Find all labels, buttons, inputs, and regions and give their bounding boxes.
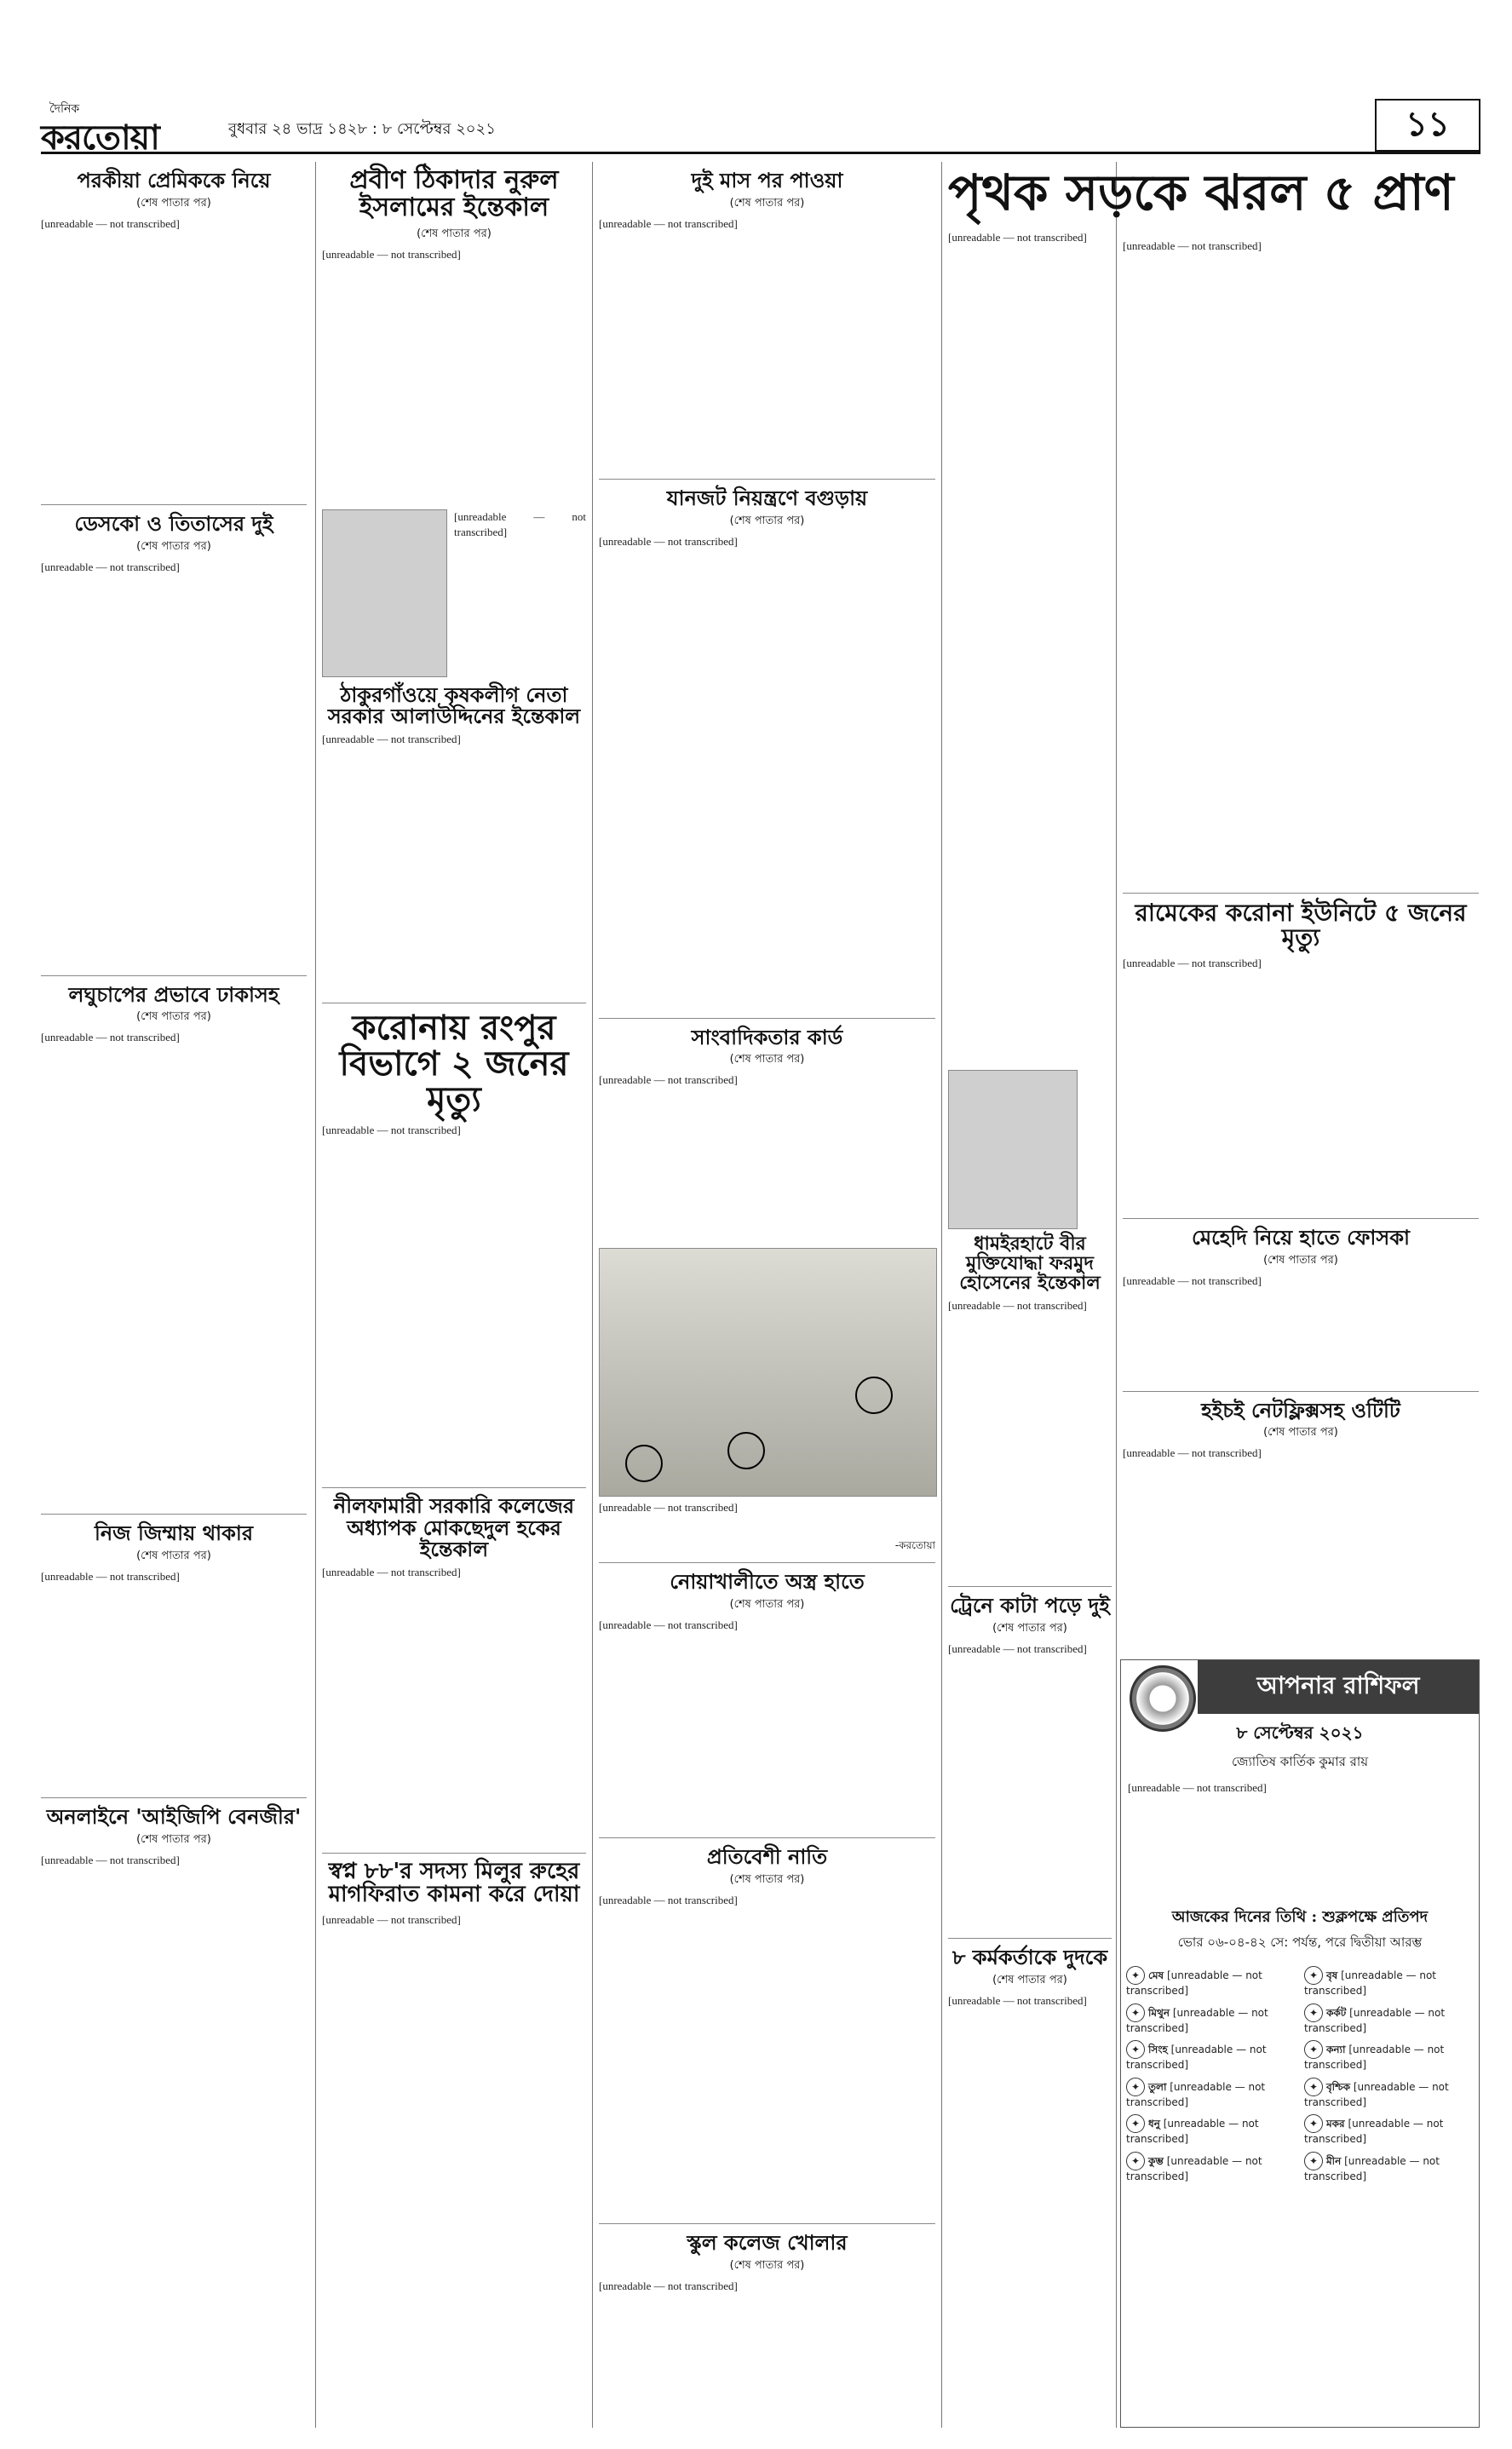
zodiac-name: ধনু: [1148, 2118, 1160, 2130]
zodiac-text: [unreadable — not transcribed]: [1304, 2044, 1445, 2072]
water-bearer-icon: ✦: [1126, 2152, 1145, 2170]
divider: [1123, 1391, 1479, 1392]
zodiac-grid: [1121, 1961, 1479, 2189]
zodiac-item: [1126, 2152, 1296, 2184]
article-body: [unreadable — not transcribed]: [948, 1299, 1087, 1313]
article-body: [unreadable — not transcribed]: [322, 1565, 461, 1578]
zodiac-item: [1126, 2003, 1296, 2036]
article-body: [unreadable — not transcribed]: [41, 1570, 180, 1584]
dateline: বুধবার ২৪ ভাদ্র ১৪২৮ : ৮ সেপ্টেম্বর ২০২১: [228, 120, 496, 138]
divider: [1123, 1218, 1479, 1219]
column-rule: [592, 162, 593, 2428]
headline: করোনায় রংপুর বিভাগে ২ জনের মৃত্যু: [339, 1008, 569, 1120]
continued-label: (শেষ পাতার পর): [729, 196, 805, 210]
divider: [599, 1837, 935, 1838]
article-body: [unreadable — not transcribed]: [1123, 239, 1262, 252]
portrait-photo: [948, 1070, 1078, 1229]
zodiac-name: কুম্ভ: [1148, 2154, 1164, 2167]
zodiac-item: [1126, 2078, 1296, 2110]
logo-small-text: দৈনিক: [49, 102, 80, 116]
headline: সাংবাদিকতার কার্ড: [691, 1024, 843, 1049]
continued-label: (শেষ পাতার পর): [992, 1622, 1067, 1636]
zodiac-text: [unreadable — not transcribed]: [1126, 2080, 1266, 2108]
horoscope-intro: [unreadable — not transcribed]: [1128, 1781, 1267, 1794]
zodiac-text: [unreadable — not transcribed]: [1304, 1969, 1436, 1997]
column-rule: [1116, 162, 1117, 2428]
headline: অনলাইনে 'আইজিপি বেনজীর': [46, 1804, 302, 1830]
divider: [599, 1562, 935, 1563]
article-body: [unreadable — not transcribed]: [599, 216, 738, 230]
maiden-icon: ✦: [1304, 2040, 1323, 2059]
headline: নিজ জিম্মায় থাকার: [94, 1521, 254, 1546]
article-body: [unreadable — not transcribed]: [599, 1893, 738, 1906]
street-photo: [599, 1248, 937, 1497]
continued-label: (শেষ পাতার পর): [136, 539, 211, 553]
headline: ঠাকুরগাঁওয়ে কৃষকলীগ নেতা সরকার আলাউদ্দিনের ইন্তেকাল: [327, 682, 581, 729]
article-body: [unreadable — not transcribed]: [948, 231, 1087, 244]
column-3: [599, 162, 935, 2449]
continued-label: (শেষ পাতার পর): [729, 514, 805, 527]
article-body: [unreadable — not transcribed]: [322, 733, 461, 746]
divider: [41, 1797, 307, 1798]
continued-label: (শেষ পাতার পর): [136, 196, 211, 210]
divider: [322, 1853, 586, 1854]
zodiac-text: [unreadable — not transcribed]: [1126, 2118, 1259, 2146]
tithi-headline: আজকের দিনের তিথি : শুক্লপক্ষে প্রতিপদ: [1171, 1908, 1429, 1926]
zodiac-text: [unreadable — not transcribed]: [1126, 2044, 1267, 2072]
headline: রামেকের করোনা ইউনিটে ৫ জনের মৃত্যু: [1135, 899, 1467, 952]
continued-label: (শেষ পাতার পর): [1263, 1426, 1338, 1440]
zodiac-text: [unreadable — not transcribed]: [1304, 2006, 1446, 2034]
bull-icon: ✦: [1304, 1966, 1323, 1985]
zodiac-name: বৃশ্চিক: [1326, 2080, 1351, 2093]
page-number: ১১: [1375, 99, 1480, 152]
archer-icon: ✦: [1126, 2114, 1145, 2133]
portrait-photo: [322, 509, 447, 677]
article-body: [unreadable — not transcribed]: [599, 2279, 738, 2292]
headline: পরকীয়া প্রেমিককে নিয়ে: [77, 168, 271, 193]
divider: [599, 479, 935, 480]
scorpion-icon: ✦: [1304, 2078, 1323, 2096]
horoscope-banner: আপনার রাশিফল: [1198, 1660, 1479, 1714]
article-body: [unreadable — not transcribed]: [948, 1993, 1087, 2007]
highlight-circle: [855, 1377, 893, 1414]
article-body: [unreadable — not transcribed]: [41, 216, 180, 230]
article-body: [unreadable — not transcribed]: [322, 1124, 461, 1137]
continued-label: (শেষ পাতার পর): [136, 1549, 211, 1563]
article-body: [unreadable — not transcribed]: [322, 248, 461, 261]
zodiac-text: [unreadable — not transcribed]: [1126, 1969, 1262, 1997]
divider: [41, 504, 307, 505]
continued-label: (শেষ পাতার পর): [992, 1973, 1067, 1986]
continued-label: (শেষ পাতার পর): [1263, 1253, 1338, 1267]
zodiac-item: [1304, 2078, 1474, 2110]
crab-icon: ✦: [1304, 2003, 1323, 2022]
headline: লঘুচাপের প্রভাবে ঢাকাসহ: [68, 981, 279, 1007]
divider: [322, 1487, 586, 1488]
article-body: [unreadable — not transcribed]: [599, 534, 738, 548]
photo-credit: -করতোয়া: [894, 1539, 935, 1552]
lead-headline-band: [948, 162, 1478, 224]
article-body: [unreadable — not transcribed]: [454, 510, 586, 538]
goat-icon: ✦: [1304, 2114, 1323, 2133]
ram-icon: ✦: [1126, 1966, 1145, 1985]
headline: ধামইরহাটে বীর মুক্তিযোদ্ধা ফরমুদ হোসেনের ইন্তেকাল: [959, 1233, 1101, 1295]
zodiac-item: [1304, 2040, 1474, 2072]
continued-label: (শেষ পাতার পর): [729, 1872, 805, 1886]
scales-icon: ✦: [1126, 2078, 1145, 2096]
continued-label: (শেষ পাতার পর): [729, 1053, 805, 1066]
horoscope-date: ৮ সেপ্টেম্বর ২০২১: [1236, 1722, 1364, 1743]
headline: নোয়াখালীতে অস্ত্র হাতে: [670, 1569, 865, 1595]
fish-icon: ✦: [1304, 2152, 1323, 2170]
horoscope-author: জ্যোতিষ কার্তিক কুমার রায়: [1231, 1754, 1369, 1769]
divider: [1123, 893, 1479, 894]
photo-caption: [unreadable — not transcribed]: [599, 1501, 738, 1515]
headline: নীলফামারী সরকারি কলেজের অধ্যাপক মোকছেদুল হকের ইন্তেকাল: [333, 1493, 575, 1561]
column-5: [1123, 239, 1479, 1607]
continued-label: (শেষ পাতার পর): [136, 1010, 211, 1024]
horoscope-box: [1120, 1659, 1480, 2428]
zodiac-item: [1304, 2003, 1474, 2036]
headline: ৮ কর্মকর্তাকে দুদকে: [951, 1945, 1108, 1970]
zodiac-text: [unreadable — not transcribed]: [1126, 2154, 1262, 2182]
zodiac-item: [1304, 2114, 1474, 2147]
headline: স্কুল কলেজ খোলার: [687, 2229, 848, 2255]
headline: দুই মাস পর পাওয়া: [691, 168, 843, 193]
headline: মেহেদি নিয়ে হাতে ফোসকা: [1192, 1224, 1410, 1250]
article-body: [unreadable — not transcribed]: [599, 1073, 738, 1087]
article-body: [unreadable — not transcribed]: [322, 1912, 461, 1926]
continued-label: (শেষ পাতার পর): [417, 227, 492, 240]
twins-icon: ✦: [1126, 2003, 1145, 2022]
highlight-circle: [625, 1445, 663, 1482]
headline: প্রতিবেশী নাতি: [706, 1844, 828, 1870]
masthead: [41, 92, 1480, 158]
zodiac-wheel-icon: [1130, 1665, 1196, 1732]
zodiac-name: বৃষ: [1326, 1969, 1338, 1981]
zodiac-name: কন্যা: [1326, 2044, 1346, 2056]
article-body: [unreadable — not transcribed]: [1123, 956, 1262, 969]
article-body: [unreadable — not transcribed]: [41, 1853, 180, 1866]
column-rule: [941, 162, 942, 2428]
divider: [599, 2223, 935, 2224]
headline: যানজট নিয়ন্ত্রণে বগুড়ায়: [666, 485, 868, 510]
article-body: [unreadable — not transcribed]: [41, 560, 180, 573]
continued-label: (শেষ পাতার পর): [729, 1598, 805, 1612]
headline: প্রবীণ ঠিকাদার নুরুল ইসলামের ইন্তেকাল: [349, 165, 559, 222]
zodiac-text: [unreadable — not transcribed]: [1304, 2118, 1444, 2146]
continued-label: (শেষ পাতার পর): [729, 2258, 805, 2272]
logo-main-text: করতোয়া: [41, 118, 159, 158]
divider: [948, 1586, 1112, 1587]
zodiac-item: [1126, 2114, 1296, 2147]
article-body: [unreadable — not transcribed]: [948, 1642, 1087, 1656]
zodiac-item: [1126, 1966, 1296, 1998]
column-1: [41, 162, 307, 2381]
divider: [41, 1514, 307, 1515]
zodiac-name: কর্কট: [1326, 2006, 1347, 2019]
headline: ডেসকো ও তিতাসের দুই: [74, 510, 273, 536]
article-body: [unreadable — not transcribed]: [599, 1618, 738, 1632]
zodiac-name: তুলা: [1148, 2080, 1167, 2093]
lead-headline: পৃথক সড়কে ঝরল ৫ প্রাণ: [948, 164, 1454, 221]
zodiac-item: [1126, 2040, 1296, 2072]
continued-label: (শেষ পাতার পর): [136, 1832, 211, 1846]
lion-icon: ✦: [1126, 2040, 1145, 2059]
article-body: [unreadable — not transcribed]: [1123, 1273, 1262, 1287]
zodiac-name: মকর: [1326, 2118, 1345, 2130]
zodiac-name: মিথুন: [1148, 2006, 1170, 2019]
zodiac-item: [1304, 1966, 1474, 1998]
zodiac-name: সিংহ: [1148, 2044, 1168, 2056]
divider: [599, 1018, 935, 1019]
newspaper-logo: [41, 99, 211, 158]
article-body: [unreadable — not transcribed]: [41, 1031, 180, 1044]
zodiac-name: মীন: [1326, 2154, 1342, 2167]
column-2: [322, 162, 586, 2151]
zodiac-text: [unreadable — not transcribed]: [1126, 2006, 1268, 2034]
highlight-circle: [727, 1432, 765, 1469]
zodiac-text: [unreadable — not transcribed]: [1304, 2154, 1440, 2182]
divider: [948, 1938, 1112, 1939]
headline: স্বপ্ন ৮৮'র সদস্য মিলুর রুহের মাগফিরাত কামনা করে দোয়া: [328, 1858, 580, 1908]
article-body: [unreadable — not transcribed]: [1123, 1446, 1262, 1460]
headline: ট্রেনে কাটা পড়ে দুই: [950, 1593, 1110, 1618]
zodiac-name: মেষ: [1148, 1969, 1164, 1981]
headline: হইচই নেটফ্লিক্সসহ ওটিটি: [1201, 1397, 1400, 1423]
tithi-time: ভোর ০৬-০৪-৪২ সে: পর্যন্ত, পরে দ্বিতীয়া আরম্ভ: [1177, 1934, 1423, 1950]
column-rule: [315, 162, 316, 2428]
divider: [41, 975, 307, 976]
zodiac-item: [1304, 2152, 1474, 2184]
zodiac-text: [unreadable — not transcribed]: [1304, 2080, 1449, 2108]
